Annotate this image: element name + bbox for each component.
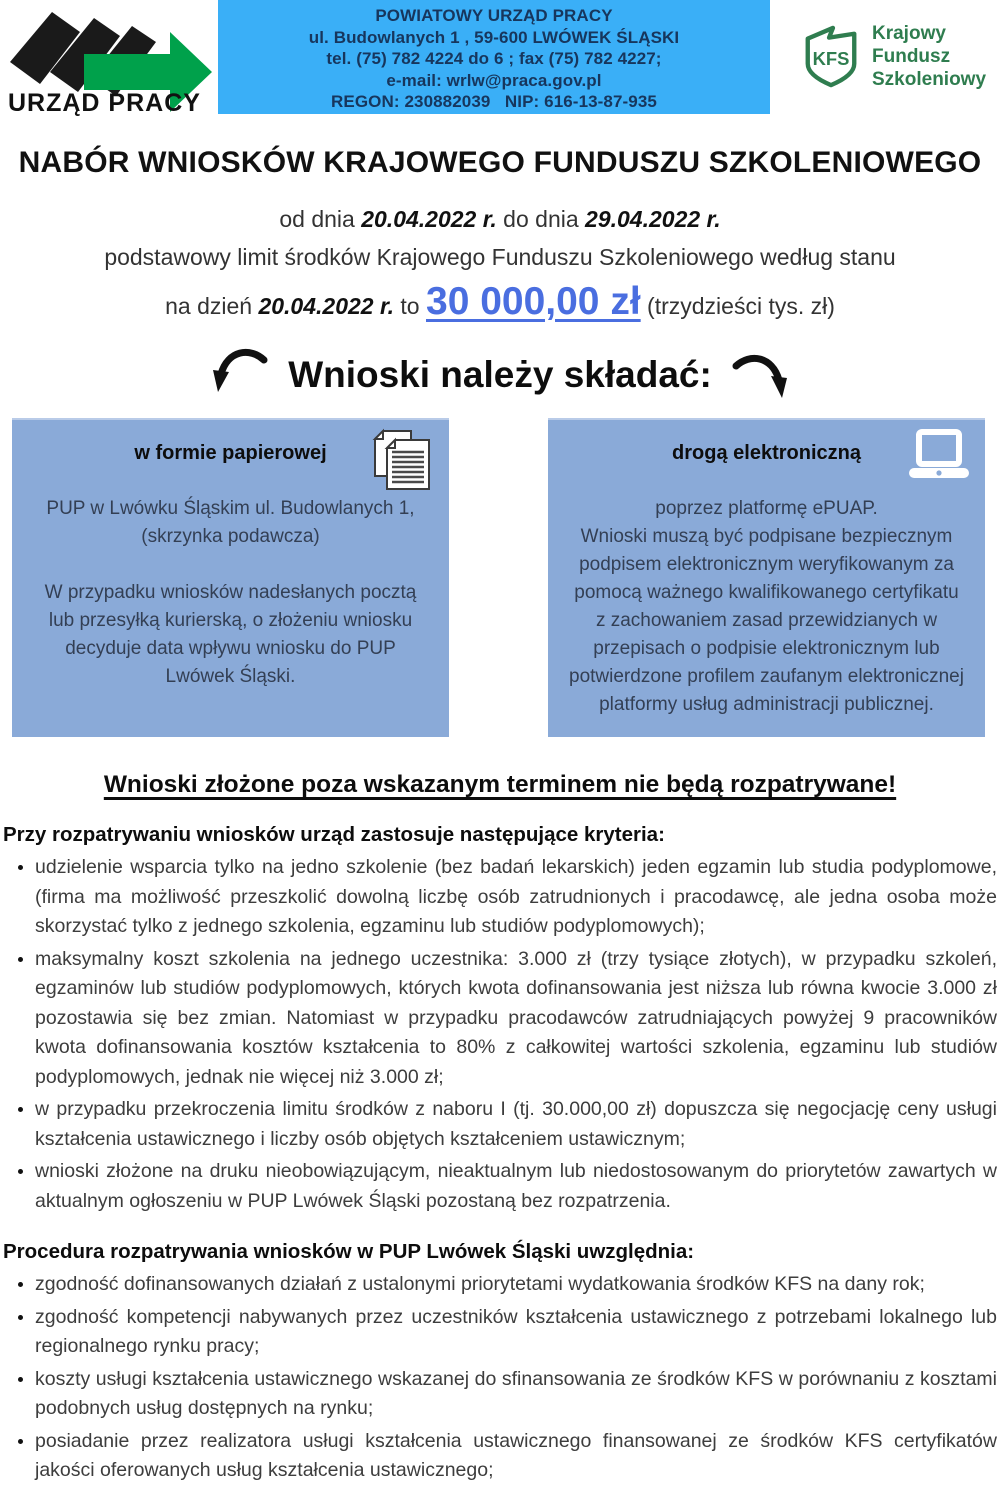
dates-line: od dnia 20.04.2022 r. do dnia 29.04.2022 r. [279,206,721,232]
kfs-logo-text: Krajowy Fundusz Szkoleniowy [872,23,987,90]
procedure-heading: Procedura rozpatrywania wniosków w PUP Lwówek Śląski uwzględnia: [3,1240,695,1263]
paper-documents-icon [365,428,439,492]
laptop-icon [903,428,975,484]
office-phone-fax: tel. (75) 782 4224 do 6 ; fax (75) 782 4227; [326,49,662,68]
procedure-section [0,1240,1000,1486]
criteria-list [3,853,997,1216]
office-address: ul. Budowlanych 1 , 59-600 LWÓWEK ŚLĄSKI [308,27,680,47]
list-item: • wnioski złożone na druku nieobowiązującym, nieaktualnym lub niedostosowanym do priorytetów zawartych w aktualnym ogłoszeniu w PUP Lwówek Śląski pozostaną bez rozpatrzenia. [35,1157,997,1216]
paper-box-body [32,495,429,691]
urzad-pracy-caption: URZĄD PRACY [8,89,201,116]
criteria-section [0,823,1000,1216]
paper-address-line1: PUP w Lwówku Śląskim ul. Budowlanych 1, [46,498,415,519]
submit-heading-row [0,346,1000,404]
criteria-heading: Przy rozpatrywaniu wniosków urząd zastosuje następujące kryteria: [3,823,665,846]
kfs-logo [800,22,995,91]
paper-box-title: w formie papierowej [134,442,327,464]
electronic-box [548,418,985,737]
paper-address-line2: (skrzynka podawcza) [141,526,320,547]
list-item: • w przypadku przekroczenia limitu środków z naboru I (tj. 30.000,00 zł) dopuszcza się negocjację ceny usługi kształcenia ustawicznego i liczby osób objętych kształceniem ustawicznym; [35,1095,997,1154]
page-title: NABÓR WNIOSKÓW KRAJOWEGO FUNDUSZU SZKOLENIOWEGO [18,146,982,179]
intro-block [0,200,1000,332]
office-email: e-mail: wrlw@praca.gov.pl [386,70,602,90]
deadline-warning: Wnioski złożone poza wskazanym terminem nie będą rozpatrywane! [103,771,897,798]
epuap-line: poprzez platformę ePUAP. [655,498,878,519]
list-item: • zgodność dofinansowanych działań z ustalonymi priorytetami wydatkowania środków KFS na dany rok; [35,1270,997,1300]
paper-box [12,418,449,737]
limit-date: 20.04.2022 r. [258,293,395,319]
submit-heading: Wnioski należy składać: [288,354,712,395]
date-to: 29.04.2022 r. [585,206,721,232]
funds-amount-link[interactable]: 30 000,00 zł [426,280,641,323]
electronic-box-title: drogą elektroniczną [672,442,861,464]
list-item: • koszty usługi kształcenia ustawicznego wskazanej do sfinansowania ze środków KFS w porównaniu z kosztami podobnych usług dostępnych na rynku; [35,1365,997,1424]
list-item: • udzielenie wsparcia tylko na jedno szkolenie (bez badań lekarskich) jeden egzamin lub studia podyplomowe, (firma ma możliwość przeszkolić dowolną liczbę osób zatrudnionych i pracodawcę, ale jedna osoba może skorzystać tylko z jednego szkolenia, egzaminu lub studiów podyplomowych); [35,853,997,942]
date-from: 20.04.2022 r. [361,206,497,232]
page-header [0,0,1000,120]
paper-box-note: W przypadku wniosków nadesłanych pocztą lub przesyłką kurierską, o złożeniu wniosku decyduje data wpływu wniosku do PUP Lwówek Śląski. [44,582,417,687]
kfs-abbr: KFS [812,47,850,69]
curved-arrow-right-icon [730,352,788,404]
submission-boxes [0,418,1000,737]
office-regon-nip: REGON: 230882039 NIP: 616-13-87-935 [331,92,657,111]
electronic-box-note: Wnioski muszą być podpisane bezpiecznym podpisem elektronicznym weryfikowanym za pomocą ważnego kwalifikowanego certyfikatu z zachowaniem zasad przewidzianych w przepisach o podpisie elektronicznym lub potwierdzone profilem zaufanym elektronicznej platformy usług administracji publicznej. [569,526,964,715]
kfs-shield-icon [800,23,862,91]
procedure-list [3,1270,997,1486]
electronic-box-body [568,495,965,719]
list-item: • maksymalny koszt szkolenia na jednego uczestnika: 3.000 zł (trzy tysiące złotych), w przypadku szkoleń, egzaminów lub studiów podyplomowych, których kwota dofinansowania jest niższa lub równa kwocie 3.000 zł pozostawia się bez zmian. Natomiast w przypadku pracodawców zatrudniających powyżej 9 pracowników kwota dofinansowania kosztów kształcenia to 80% z całkowitej wartości szkolenia, egzaminu lub studiów podyplomowych, jednak nie więcej niż 3.000 zł; [35,945,997,1093]
limit-line-1: podstawowy limit środków Krajowego Funduszu Szkoleniowego według stanu [104,244,896,270]
list-item: • posiadanie przez realizatora usługi kształcenia ustawicznego finansowanej ze środków KFS certyfikatów jakości oferowanych usług kształcenia ustawicznego; [35,1427,997,1486]
urzad-pracy-logo [4,4,216,116]
curved-arrow-left-icon [212,346,270,398]
office-name: POWIATOWY URZĄD PRACY [375,6,613,25]
limit-line-2: na dzień 20.04.2022 r. to 30 000,00 zł (trzydzieści tys. zł) [165,280,835,323]
list-item: • zgodność kompetencji nabywanych przez uczestników kształcenia ustawicznego z potrzebami lokalnego lub regionalnego rynku pracy; [35,1303,997,1362]
office-contact-box [218,0,770,114]
